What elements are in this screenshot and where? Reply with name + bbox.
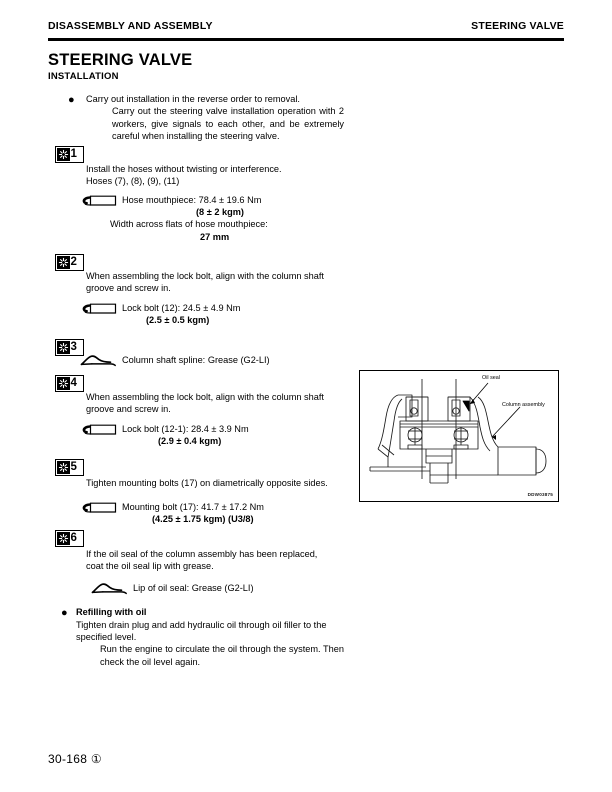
step-4-spec-label: Lock bolt (12-1): (122, 424, 189, 434)
step-badge-2 (55, 254, 84, 271)
figure-label-column-assembly: Column assembly (502, 402, 545, 408)
step-5-line-1: Tighten mounting bolts (17) on diametrically opposite sides. (86, 478, 328, 488)
step-1-spec-value: 78.4 ± 19.6 Nm (198, 195, 262, 205)
star-asterisk-icon (57, 532, 70, 545)
refilling-bullet: ● (61, 607, 68, 619)
step-3-spec (122, 354, 270, 367)
page-subtitle: INSTALLATION (48, 71, 119, 82)
page-revision-mark: ① (90, 752, 102, 766)
star-asterisk-icon (57, 461, 70, 474)
step-4-spec-value: 28.4 ± 3.9 Nm (190, 424, 249, 434)
refilling-heading: Refilling with oil (76, 607, 147, 617)
step-1-line-1: Install the hoses without twisting or interference. (86, 164, 282, 174)
figure-column-assembly (359, 370, 559, 502)
refilling-line-2: specified level. (76, 632, 137, 642)
step-2-line-2: groove and screw in. (86, 283, 171, 293)
step-6-spec-label: Lip of oil seal: (133, 583, 190, 593)
page-number: 30-168 (48, 752, 88, 766)
step-6-line-2: coat the oil seal lip with grease. (86, 561, 214, 571)
intro-body: Carry out the steering valve installation operation with 2 workers, give signals to each other, and be extremely careful when installing the steering valve. (112, 106, 344, 142)
step-3-spec-label: Column shaft spline: (122, 355, 206, 365)
star-asterisk-icon (57, 377, 70, 390)
figure-code: DDW03875 (527, 492, 553, 497)
star-asterisk-icon (57, 256, 70, 269)
step-2-line-1: When assembling the lock bolt, align with the column shaft (86, 271, 324, 281)
step-1-spec-value-2: (8 ± 2 kgm) (196, 207, 244, 217)
page-footer (48, 752, 102, 766)
torque-wrench-icon (79, 193, 117, 214)
step-2-spec-label: Lock bolt (12): (122, 303, 181, 313)
step-1-line-2: Hoses (7), (8), (9), (11) (86, 176, 180, 186)
star-asterisk-icon (57, 148, 70, 161)
step-4-spec (122, 423, 249, 436)
step-number-4: 4 (70, 376, 77, 389)
header-component-title: STEERING VALVE (471, 20, 564, 32)
step-5-spec-value-2: (4.25 ± 1.75 kgm) (U3/8) (152, 514, 254, 524)
running-header (48, 20, 564, 38)
step-5-spec (122, 501, 264, 514)
refilling-line-1: Tighten drain plug and add hydraulic oil through oil filler to the (76, 620, 327, 630)
step-badge-6 (55, 530, 84, 547)
intro-line-1: Carry out installation in the reverse order to removal. (86, 94, 300, 104)
step-badge-5 (55, 459, 84, 476)
step-badge-1 (55, 146, 84, 163)
step-6-line-1: If the oil seal of the column assembly has been replaced, (86, 549, 318, 559)
step-number-2: 2 (70, 255, 77, 268)
step-2-spec (122, 302, 240, 315)
figure-drawing (360, 371, 558, 501)
step-number-3: 3 (70, 340, 77, 353)
refilling-body: Run the engine to circulate the oil through the system. Then check the oil level again. (100, 644, 344, 667)
grease-icon (79, 352, 119, 373)
grease-icon (90, 580, 130, 601)
step-3-spec-value: Grease (G2-LI) (207, 355, 270, 365)
figure-label-oil-seal: Oil seal (482, 375, 500, 381)
step-4-line-1: When assembling the lock bolt, align with the column shaft (86, 392, 324, 402)
page-title: STEERING VALVE (48, 51, 193, 69)
step-1-spec (122, 194, 261, 207)
header-section-title: DISASSEMBLY AND ASSEMBLY (48, 20, 213, 32)
step-1-extra-label: Width across flats of hose mouthpiece: (110, 219, 268, 229)
step-number-6: 6 (70, 531, 77, 544)
step-number-5: 5 (70, 460, 77, 473)
torque-wrench-icon (79, 500, 117, 521)
step-2-spec-value-2: (2.5 ± 0.5 kgm) (146, 315, 210, 325)
star-asterisk-icon (57, 341, 70, 354)
step-number-1: 1 (70, 147, 77, 160)
step-badge-4 (55, 375, 84, 392)
step-1-spec-label: Hose mouthpiece: (122, 195, 197, 205)
header-rule (48, 38, 564, 41)
step-1-extra-value: 27 mm (200, 232, 230, 242)
step-4-line-2: groove and screw in. (86, 404, 171, 414)
step-6-spec (133, 582, 254, 595)
step-4-spec-value-2: (2.9 ± 0.4 kgm) (158, 436, 222, 446)
step-5-spec-value: 41.7 ± 17.2 Nm (201, 502, 264, 512)
step-6-spec-value: Grease (G2-LI) (191, 583, 254, 593)
step-2-spec-value: 24.5 ± 4.9 Nm (182, 303, 241, 313)
torque-wrench-icon (79, 422, 117, 443)
step-5-spec-label: Mounting bolt (17): (122, 502, 199, 512)
intro-bullet: ● (68, 94, 75, 106)
torque-wrench-icon (79, 301, 117, 322)
